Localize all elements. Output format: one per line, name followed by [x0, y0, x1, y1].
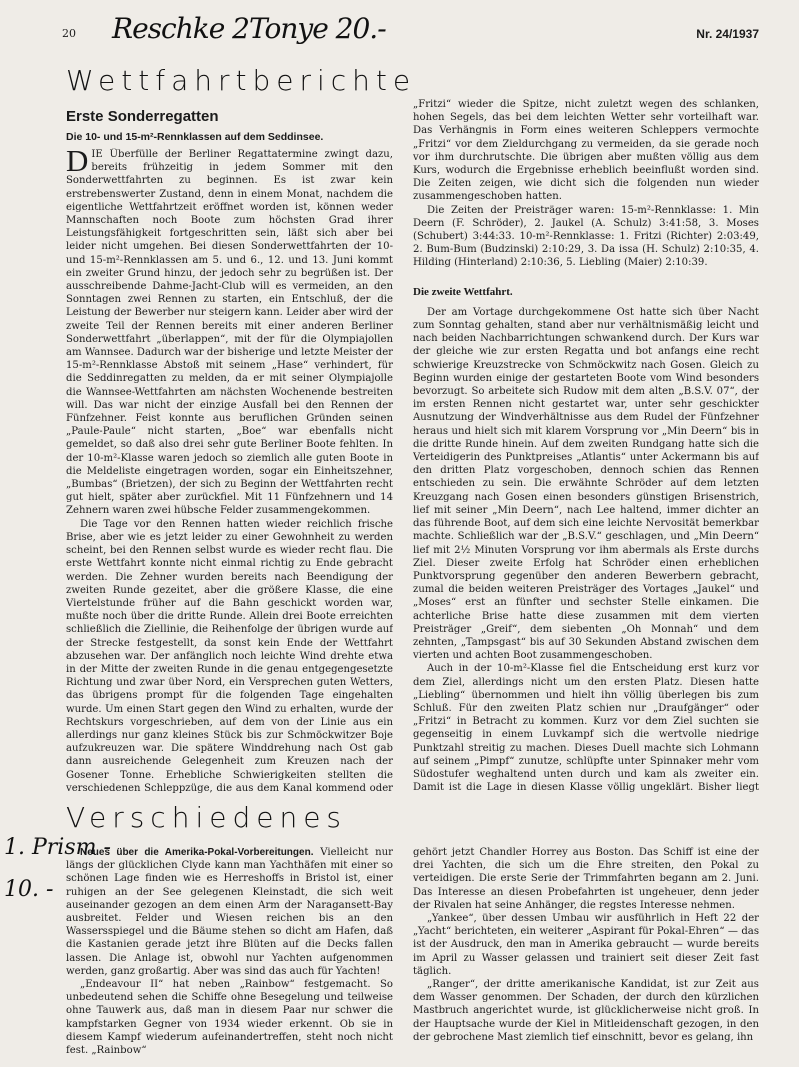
article-paragraph: Die Tage vor den Rennen hatten wieder reichlich frische Brise, aber wie es jetzt leider zu einer Gewohnheit zu werden scheint, bei den Rennen selbst wurde es wieder recht flau. Die erste Wettfahrt konnte nicht einmal richtig zu Ende gebracht werden. Die Zehner wurden bereits nach Beendigung der zweiten Runde gezeitet, aber die größere Klasse, die eine Viertelstunde früher auf die Bahn geschickt worden war, mußte noch über die dritte Runde. Allein drei Boote erreichten schließlich die Ziellinie, die Reihenfolge der übrigen wurde auf der Strecke festgestellt, da sonst kein Ende der Wettfahrt abzusehen war. Der anfänglich noch leichte Wind drehte etwa in der Mitte der zweiten Runde in die genau entgegengesetzte Richtung und zwar über Nord, ein Versprechen guten Wetters, das übrigens prompt für die folgenden Tage eingehalten wurde. Um einen Start gegen den Wind zu erhalten, wurde der Rechtskurs vorgeschrieben, auf dem von der Linie aus ein allerdings nur ganz kleines Stück bis zur Schmöckwitzer Boje aufzukreuzen war. Die spätere Winddrehung nach Ost gab dann ausreichende Gelegenheit zum Kreuzen nach der Gosener Tonne. Erhebliche Schwierigkeiten stellten die verschiedenen Schleppzüge, die aus dem Kanal kommend oder: [66, 518, 393, 793]
article-paragraph: DIE Überfülle der Berliner Regattatermine zwingt dazu, bereits frühzeitig in jedem Sommer mit den Sonderwettfahrten zu beginnen. Es ist zwar kein erstrebenswerter Zustand, denn in einem Monat, nachdem die eigentliche Wettfahrtzeit eröffnet worden ist, können weder Mannschaften noch Boote zum höchsten Grad ihrer Leistungsfähigkeit fortgeschritten sein, läßt sich aber bei leider nicht umgehen. Bei diesen Sonderwettfahrten der 10- und 15-m²-Rennklassen am 5. und 6., 12. und 13. Juni kommt ein zweiter Grund hinzu, der jedoch sehr zu begrüßen ist. Der ausschreibende Dahme-Jacht-Club will es vermeiden, an den Sonntagen zwei Rennen zu starten, ein Entschluß, der die Leistung der Bewerber nur steigern kann. Leider aber wird der zweite Teil der Rennen bereits mit einer anderen Berliner Sonderwettfahrt „überlappen“, mit der für die Olympiajollen am Wannsee. Dadurch war der bisherige und letzte Meister der 15-m²-Rennklasse Abstoß mit seinem „Hase“ verhindert, für die Seddinregatten zu melden, da er mit seiner Olympiajolle die Wannsee-Wettfahrten am nächsten Wochenende bestreiten will. Das war nicht der einzige Ausfall bei den Rennen der Fünfzehner. Feist konnte aus beruflichen Gründen seinen „Paule-Paule“ nicht starten, „Boe“ war ebenfalls nicht gemeldet, so daß also drei sehr gute Berliner Boote fehlten. In der 10-m²-Klasse waren jedoch so ziemlich alle guten Boote in die Meldeliste eingetragen worden, sogar ein Einheitszehner, „Bumbas“ (Brietzen), der sich zu Beginn der Wettfahrten recht gut hielt, später aber zurückfiel. Mit 11 Fünfzehnern und 14 Zehnern waren zwei hübsche Felder zusammengekommen.: [66, 148, 393, 517]
race-results: Die Zeiten der Preisträger waren: 15-m²-Rennklasse: 1. Min Deern (F. Schröder), 2. Jaukel (A. Schulz) 3:41:58, 3. Moses (Schubert) 3:44:33. 10-m²-Rennklasse: 1. Fritzi (Richter) 2:03:49, 2. Bum-Bum (Budzinski) 2:10:29, 3. Da issa (H. Schulz) 2:10:35, 4. Hilding (Hinterland) 2:10:36, 5. Liebling (Maier) 2:10:39.: [413, 204, 759, 269]
article-paragraph: gehört jetzt Chandler Horrey aus Boston. Das Schiff ist eine der drei Yachten, die sich um die Ehre streiten, den Pokal zu verteidigen. Die erste Serie der Trimmfahrten begann am 2. Juni. Das Interesse an diesen Probefahrten ist ungeheuer, denn jeder der Rivalen hat seine Anhänger, die regstes Interesse nehmen.: [413, 847, 759, 911]
issue-number: Nr. 24/1937: [696, 27, 759, 41]
article-paragraph: „Ranger“, der dritte amerikanische Kandidat, ist zur Zeit aus dem Wasser genommen. Der Schaden, der durch den kürzlichen Mastbruch angerichtet wurde, ist glücklicherweise nicht groß. In der Hauptsache wurde der Kiel in Mitleidenschaft gezogen, in den der gebrochene Mast ziemlich tief einschnitt, bevor es gelang, ihn: [413, 979, 759, 1043]
page-number: 20: [62, 27, 76, 40]
handwritten-margin-note: 1. Prism -: [4, 835, 111, 860]
section-title-wettfahrtberichte: Wettfahrtberichte: [66, 64, 417, 97]
handwritten-annotation: Reschke 2Tonye 20.-: [112, 12, 386, 45]
verschiedenes-right-column: [413, 846, 759, 1056]
article-paragraph: Auch in der 10-m²-Klasse fiel die Entscheidung erst kurz vor dem Ziel, allerdings nicht um den ersten Platz. Diesen hatte „Liebling“ übernommen und hielt ihn völlig überlegen bis zum Schluß. Für den zweiten Platz schien nur „Draufgänger“ oder „Fritzi“ in Betracht zu kommen. Kurz vor dem Ziel suchten sie gegenseitig in einem Luvkampf sich die wertvolle niedrige Punktzahl streitig zu machen. Dieses Duell machte sich Lohmann auf seinem „Pimpf“ zunutze, schlüpfte unter Spinnaker mehr vom Südostufer weghaltend unten durch und kam als zweiter ein. Damit ist die Lage in diesen Klasse völlig ungeklärt. Bisher liegt: [413, 663, 759, 793]
article-paragraph: „Endeavour II“ hat neben „Rainbow“ festgemacht. So unbedeutend sehen die Schiffe ohne Besegelung und teilweise ohne Tauwerk aus, daß man in diesem Paar nur schwer die kampfstarken Gegner von 1934 wieder erkennt. Ob sie in diesem Kampf wiederum aufeinandertreffen, steht noch nicht fest. „Rainbow“: [66, 979, 393, 1056]
article-paragraph: Der am Vortage durchgekommene Ost hatte sich über Nacht zum Sonntag gehalten, stand aber nur verhältnismäßig leicht und nach beiden Nachbarrichtungen schwankend durch. Der Kurs war der gleiche wie zur ersten Regatta und bot anfangs eine recht schwierige Kreuzstrecke von Schmöckwitz nach Gosen. Gleich zu Beginn wurden einige der gestarteten Boote vom Wind besonders bevorzugt. So arbeitete sich Rudow mit dem alten „B.S.V. 07“, der im ersten Rennen nicht gestartet war, unter sehr geschickter Ausnutzung der Windverhältnisse aus dem Rudel der Fünfzehner heraus und hielt sich mit klarem Vorsprung vor „Min Deern“ bis in die dritte Runde hinein. Auf dem zweiten Rundgang hatte sich die Verteidigerin des Punktpreises „Atlantis“ unter Ackermann bis auf den dritten Platz vorgeschoben, dennoch schien das Rennen entschieden zu sein. Die erwähnte Schröder auf dem letzten Kreuzgang nach Gosen einen besonders günstigen Brisenstrich, lief mit seiner „Min Deern“, nach Lee haltend, immer dichter an das führende Boot, auf dem sich eine leichte Nervosität bemerkbar machte. Schließlich war der „B.S.V.“ geschlagen, und „Min Deern“ lief mit 2½ Minuten Vorsprung vor ihm abermals als Erste durchs Ziel. Dieser zweite Erfolg hat Schröder einen erheblichen Punktvorsprung gegenüber den anderen Bewerbern gebracht, zumal die beiden weiteren Preisträger des Vortages „Jaukel“ und „Moses“ erst an fünfter und sechster Stelle einkamen. Die achterliche Brise hatte diese zusammen mit dem vierten Preisträger „Greif“, dem siebenten „Oh Monnah“ und dem zehnten, „Tampsgast“ bis auf 30 Sekunden Abstand zwischen dem vierten und achten Boot zusammengeschoben.: [413, 306, 759, 662]
wettfahrt-left-column: [66, 148, 393, 793]
article-subtitle: Erste Sonderregatten: [66, 108, 219, 125]
wettfahrt-right-column: [413, 98, 759, 793]
article-deck: Die 10- und 15-m²-Rennklassen auf dem Seddinsee.: [66, 131, 324, 143]
article-paragraph: „Fritzi“ wieder die Spitze, nicht zuletzt wegen des schlanken, hohen Segels, das bei dem leichten Wetter sehr vorteilhaft war. Das Verhängnis in Form eines weiteren Schleppers vermochte „Fritzi“ vor dem Zieldurchgang zu vermeiden, da sie gerade noch vor ihm durchrutschte. Die übrigen aber mußten völlig aus dem Kurs, wodurch die Ergebnisse erheblich beeinflußt worden sind. Die Zeiten zeigen, wie dicht sich die folgenden nun wieder zusammengeschoben hatten.: [413, 99, 759, 203]
handwritten-margin-note: 10. -: [4, 877, 54, 902]
article-paragraph: „Yankee“, über dessen Umbau wir ausführlich in Heft 22 der „Yacht“ berichteten, ein weiterer „Aspirant für Pokal-Ehren“ — das ist der Ausdruck, den man in Amerika gebraucht — wurde bereits im April zu Wasser gelassen und trainiert seit dieser Zeit fast täglich.: [413, 913, 759, 977]
second-race-heading: Die zweite Wettfahrt.: [413, 285, 513, 298]
drop-cap: D: [66, 148, 89, 178]
verschiedenes-left-column: [66, 846, 393, 1056]
topic-label: Neues über die Amerika-Pokal-Vorbereitungen.: [80, 847, 314, 858]
section-title-verschiedenes: Verschiedenes: [66, 801, 348, 834]
article-paragraph: Neues über die Amerika-Pokal-Vorbereitungen. Vielleicht nur längs der glücklichen Clyde kann man Yachthäfen mit einer so schönen Lage finden wie es Herreshoffs in Bristol ist, einer ruhigen an der See gelegenen Kleinstadt, die sich weit auseinander gezogen an dem einen Arm der Naragansett-Bay ausbreitet. Felder und Wiesen reichen bis an den Wassersspiegel und die Bäume stehen so dicht am Hafen, daß die Kastanien gerade jetzt ihre Blüten auf die Decks fallen lassen. Die Anlage ist, obwohl nur Yachten aufgenommen werden, ganz großartig. Aber was sind das auch für Yachten!: [66, 847, 393, 977]
